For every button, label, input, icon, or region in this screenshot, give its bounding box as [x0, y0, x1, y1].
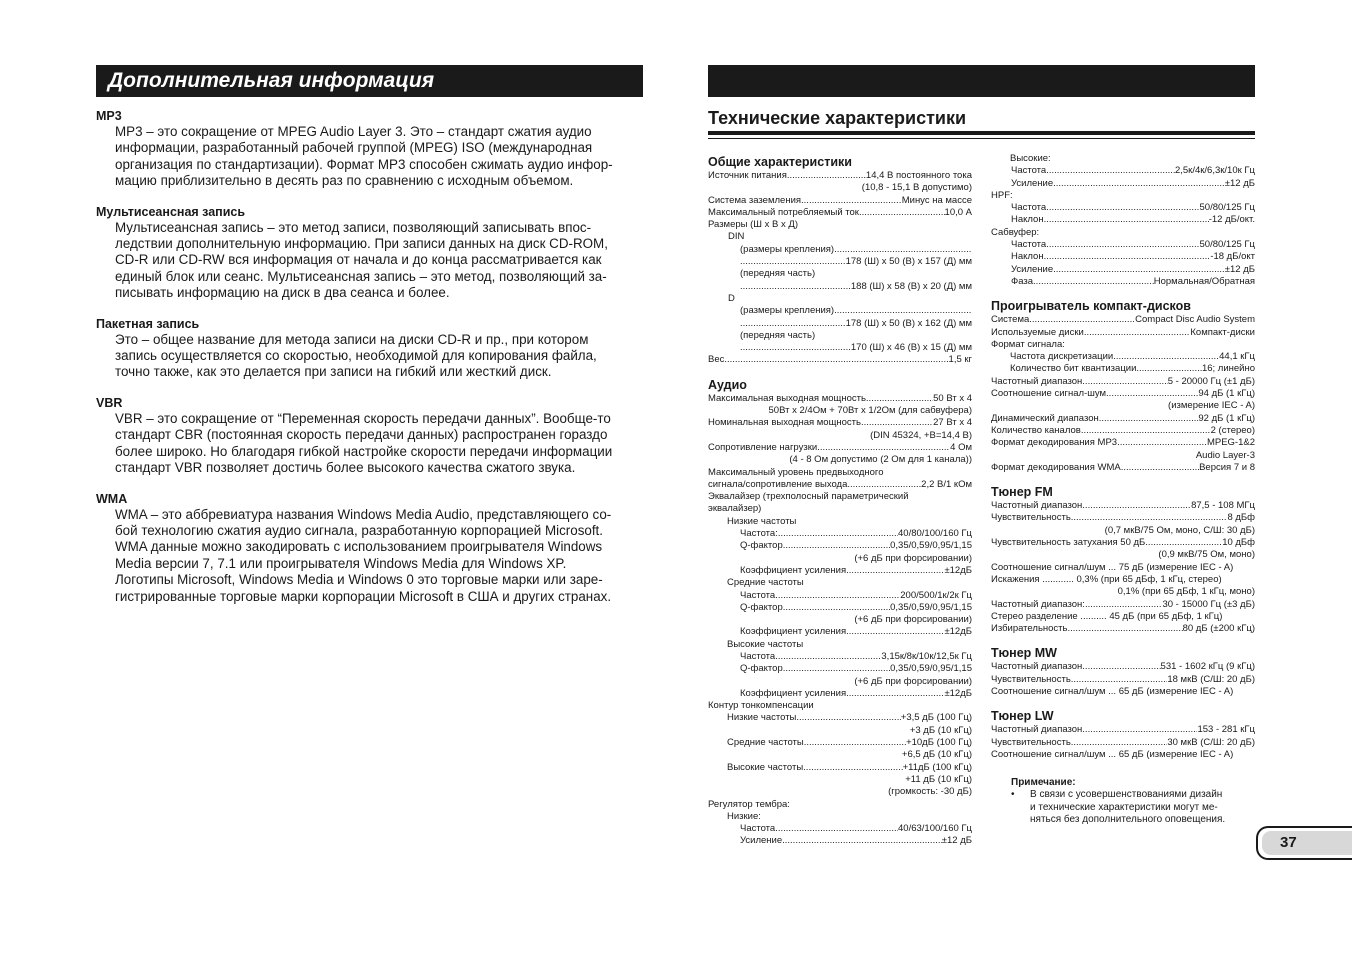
spec-label: Система заземления — [708, 194, 802, 206]
spec-row — [708, 354, 972, 366]
spec-label: Коэффициент усиления — [740, 687, 847, 699]
spec-row — [991, 239, 1255, 251]
spec-value: 10 дБф — [1222, 537, 1255, 549]
spec-row — [991, 363, 1255, 375]
spec-value-continued: (0,9 мкВ/75 Ом, моно) — [1158, 549, 1255, 561]
spec-text: Высокие: — [1010, 153, 1051, 164]
dot-leader — [783, 602, 890, 614]
spec-text: HPF: — [991, 189, 1013, 201]
note-heading: Примечание: — [1011, 777, 1076, 789]
spec-row — [708, 602, 972, 614]
spec-value: ±12 дБ — [1224, 263, 1255, 275]
section-header-bar — [96, 65, 643, 97]
spec-row — [708, 393, 972, 405]
dot-leader — [783, 663, 890, 675]
spec-value-continued: (+6 дБ при форсировании) — [854, 552, 972, 564]
spec-row — [708, 442, 972, 454]
glossary-entry-packet-write — [96, 316, 643, 381]
glossary-entry-vbr — [96, 395, 643, 477]
dot-leader — [1053, 264, 1225, 276]
spec-label: Максимальный потребляемый ток — [708, 206, 859, 218]
dot-leader — [1113, 351, 1219, 363]
spec-value: 2 (стерео) — [1210, 424, 1255, 436]
spec-value: 94 дБ (1 кГц) — [1198, 388, 1255, 400]
spec-value-continued: 0,1% (при 65 дБф, 1 кГц, моно) — [1117, 586, 1255, 598]
dot-leader — [1082, 661, 1160, 673]
spec-row — [991, 276, 1255, 288]
spec-label: Фаза — [1011, 275, 1034, 287]
spec-row — [991, 724, 1255, 736]
spec-label: Частота: — [740, 528, 778, 540]
spec-row — [991, 251, 1255, 263]
spec-text: эквалайзер) — [708, 503, 762, 515]
glossary-term: MP3 — [96, 109, 122, 123]
glossary-term: Пакетная запись — [96, 316, 200, 331]
dot-leader — [803, 762, 902, 774]
spec-text: Низкие: — [727, 810, 761, 822]
spec-value-continued: (измерение IEC - A) — [1168, 400, 1255, 412]
spec-value: 27 Вт х 4 — [933, 417, 972, 429]
spec-label: Частота — [740, 589, 776, 601]
spec-value: 531 - 1602 кГц (9 кГц) — [1160, 661, 1255, 673]
spec-value: 87,5 - 108 МГц — [1191, 500, 1255, 512]
spec-label: Коэффициент усиления — [740, 564, 847, 576]
spec-row — [991, 512, 1255, 524]
dot-leader — [866, 393, 933, 405]
spec-label: Частотный диапазон — [991, 724, 1083, 736]
dot-leader — [1121, 462, 1199, 474]
dot-leader — [1099, 413, 1199, 425]
dot-leader — [1082, 500, 1191, 512]
spec-label: Наклон — [1011, 251, 1044, 263]
spec-value-continued: (громкость: -30 дБ) — [888, 786, 972, 798]
spec-row — [708, 663, 972, 675]
spec-label: Частота — [1011, 239, 1047, 251]
spec-row — [708, 244, 972, 256]
spec-row — [708, 281, 972, 293]
spec-row — [991, 599, 1255, 611]
spec-value-continued: +11 дБ (10 кГц) — [905, 773, 972, 785]
spec-value-continued: +6,5 дБ (10 кГц) — [901, 749, 972, 761]
dot-leader — [1044, 251, 1211, 263]
dot-leader — [834, 244, 972, 256]
spec-label: Максимальная выходная мощность — [708, 392, 866, 404]
page-section-title: Дополнительная информация — [108, 69, 435, 92]
spec-value: 40/63/100/160 Гц — [898, 823, 972, 835]
spec-row — [991, 314, 1255, 326]
spec-text: Формат сигнала: — [991, 338, 1065, 350]
title-underline — [708, 138, 1255, 139]
spec-value: 200/500/1к/2к Гц — [900, 589, 972, 601]
spec-label: Наклон — [1011, 214, 1044, 226]
glossary-entry-wma — [96, 491, 643, 605]
spec-value: 92 дБ (1 кГц) — [1198, 412, 1255, 424]
glossary-definition: VBR – это сокращение от “Переменная скорость передачи данных”. Вообще-то стандарт CBR (постоянная скорость передачи данных) распространен гораздо более широко. Но благодаря гибкой настройке скорости передачи информации стандарт VBR позволяет достичь более высокого качества сжатого звука. — [115, 410, 613, 476]
spec-group-heading: Тюнер MW — [991, 646, 1057, 661]
spec-label: Чувствительность — [991, 512, 1071, 524]
spec-value: 10,0 А — [944, 206, 972, 218]
dot-leader — [834, 305, 972, 317]
spec-label: Сопротивление нагрузки — [708, 441, 818, 453]
spec-text: Сабвуфер: — [991, 226, 1040, 238]
spec-value: 2,5к/4к/6,3к/10к Гц — [1174, 165, 1255, 177]
spec-row — [708, 479, 972, 491]
spec-value: 16; линейно — [1201, 363, 1255, 375]
spec-label: Соотношение сигнал-шум — [991, 388, 1107, 400]
dot-leader — [846, 688, 944, 700]
dot-leader — [796, 712, 900, 724]
spec-label: Чувствительность затухания 50 дБ — [991, 537, 1146, 549]
spec-text: Эквалайзер (трехполосный параметрический — [708, 491, 909, 503]
spec-label: Частотный диапазон — [991, 375, 1083, 387]
dot-leader — [775, 651, 881, 663]
glossary-term: VBR — [96, 395, 123, 410]
spec-label: сигнала/сопротивление выхода — [708, 478, 848, 490]
spec-value: 18 мкВ (С/Ш: 20 дБ) — [1167, 673, 1255, 685]
spec-label: Низкие частоты — [727, 712, 797, 724]
spec-label: Частота — [740, 823, 776, 835]
dot-leader — [1085, 599, 1163, 611]
spec-row — [991, 388, 1255, 400]
spec-column-right — [991, 153, 1255, 827]
spec-row — [991, 737, 1255, 749]
specifications-title-text: Технические характеристики — [708, 108, 967, 128]
specifications-title — [708, 108, 1255, 135]
spec-text: Максимальный уровень предвыходного — [708, 466, 884, 478]
spec-text: Размеры (Ш х В х Д) — [708, 219, 798, 231]
spec-label: Вес — [708, 354, 725, 366]
glossary-definition: Мультисеансная запись – это метод записи, позволяющий записывать впос- ледствии дополнительную информацию. При записи данных на диск CD-ROM, CD-R или CD-RW вся информация от начала и до конца рассматривается как единый блок или сеанс. Мультисеансная запись – это метод, позволяющий за- писывать информацию на диск в два сеанса и более. — [115, 219, 608, 301]
spec-row — [708, 688, 972, 700]
dot-leader — [775, 590, 900, 602]
spec-label: Избирательность — [991, 623, 1068, 635]
dot-leader — [775, 823, 898, 835]
spec-group-heading: Тюнер FM — [991, 485, 1053, 500]
spec-label: Чувствительность — [991, 673, 1071, 685]
spec-label: Количество бит квантизации — [1010, 363, 1137, 375]
spec-value: ±12дБ — [944, 687, 972, 699]
spec-label: Частотный диапазон — [991, 661, 1083, 673]
spec-label: Чувствительность — [991, 736, 1071, 748]
dot-leader — [1082, 376, 1167, 388]
spec-value: 8 дБф — [1227, 512, 1255, 524]
spec-value: -12 дБ/окт. — [1208, 214, 1255, 226]
dot-leader — [1046, 202, 1199, 214]
spec-value: Версия 7 и 8 — [1199, 461, 1255, 473]
spec-text: Соотношение сигнал/шум ... 65 дБ (измерение IEC - A) — [991, 748, 1234, 760]
spec-value: ±12 дБ — [1224, 177, 1255, 189]
spec-label: Усиление — [1011, 263, 1054, 275]
spec-value: Компакт-диски — [1190, 326, 1255, 338]
spec-row — [708, 651, 972, 663]
spec-value: 153 - 281 кГц — [1197, 724, 1255, 736]
spec-value: 30 мкВ (С/Ш: 20 дБ) — [1167, 736, 1255, 748]
spec-label: Усиление — [1011, 177, 1054, 189]
dot-leader — [1081, 425, 1211, 437]
spec-text: Соотношение сигнал/шум ... 65 дБ (измерение IEC - A) — [991, 685, 1234, 697]
glossary-definition: WMA – это аббревиатура названия Windows Media Audio, представляющего со- бой технологию сжатия аудио сигнала, разработанную корпорацией Microsoft. WMA данные можно закодировать с использованием проигрывателя Windows Media версии 7, 7.1 или проигрывателя Windows Media для Windows XP. Логотипы Microsoft, Windows Media и Windows 0 это торговые марки или заре- гистрированные торговые марки корпорации Microsoft в США и других странах. — [115, 506, 612, 604]
spec-value: Нормальная/Обратная — [1153, 275, 1255, 287]
glossary-term: Мультисеансная запись — [96, 204, 246, 219]
dot-leader — [1033, 276, 1154, 288]
dot-leader — [740, 342, 851, 354]
spec-value: 14,4 В постоянного тока — [865, 170, 972, 181]
spec-label: Частота — [1011, 165, 1047, 177]
dot-leader — [724, 354, 948, 366]
spec-row — [991, 214, 1255, 226]
dot-leader — [801, 195, 902, 207]
spec-value: 3,15к/8к/10к/12,5к Гц — [881, 650, 972, 662]
spec-label: Используемые диски — [991, 326, 1084, 338]
spec-text: Регулятор тембра: — [708, 798, 790, 810]
spec-row — [708, 256, 972, 268]
spec-label: Формат декодирования WMA — [991, 461, 1121, 473]
dot-leader — [1117, 437, 1207, 449]
spec-value: ±12дБ — [944, 564, 972, 576]
spec-value: ±12дБ — [944, 626, 972, 638]
dot-leader — [846, 565, 944, 577]
spec-group-heading: Проигрыватель компакт-дисков — [991, 299, 1191, 314]
spec-row — [708, 318, 972, 330]
spec-row — [708, 305, 972, 317]
spec-row — [991, 661, 1255, 673]
spec-group-heading: Аудио — [708, 377, 747, 392]
spec-value: +11дБ (100 кГц) — [902, 761, 972, 773]
spec-label: (размеры крепления) — [740, 243, 835, 255]
spec-value: 44,1 кГц — [1219, 351, 1255, 363]
spec-text: Средние частоты — [727, 577, 804, 589]
spec-row — [991, 537, 1255, 549]
glossary-definition: MP3 – это сокращение от MPEG Audio Layer 3. Это – стандарт сжатия аудио информации, разработанный рабочей группой (MPEG) ISO (международная организация по стандартизации). Формат MP3 способен сжимать аудио инфор- мацию приблизительно в десять раз по сравнению с исходным объемом. — [115, 124, 613, 189]
spec-text: Контур тонкомпенсации — [708, 700, 814, 712]
spec-value: +10дБ (100 Гц) — [906, 737, 972, 749]
dot-leader — [778, 528, 898, 540]
spec-value-continued: (DIN 45324, +B=14,4 В) — [870, 429, 972, 441]
glossary-entry-multisession — [96, 204, 643, 302]
spec-label: Частота дискретизации — [1010, 351, 1114, 363]
dot-leader — [1053, 178, 1225, 190]
spec-value: Минус на массе — [901, 194, 972, 206]
spec-value-continued: (10,8 - 15,1 В допустимо) — [861, 182, 972, 194]
dot-leader — [859, 207, 945, 219]
spec-row — [708, 762, 972, 774]
glossary-entry-mp3 — [96, 108, 643, 190]
dot-leader — [1046, 239, 1199, 251]
spec-row — [708, 207, 972, 219]
spec-text: (передняя часть) — [740, 329, 816, 341]
spec-value-continued: Audio Layer-3 — [1195, 449, 1255, 461]
spec-row — [991, 202, 1255, 214]
dot-leader — [740, 281, 851, 293]
spec-label: Высокие частоты — [727, 761, 804, 773]
dot-leader — [782, 835, 942, 847]
spec-row — [991, 462, 1255, 474]
note-text: В связи с усовершенствованиями дизайн и технические характеристики могут ме- няться без дополнительного оповещения. — [1030, 789, 1226, 826]
spec-row — [991, 500, 1255, 512]
dot-leader — [740, 318, 846, 330]
spec-row — [708, 540, 972, 552]
spec-label: Средние частоты — [727, 737, 804, 749]
dot-leader — [1106, 388, 1198, 400]
spec-value: 0,35/0,59/0,95/1,15 — [890, 601, 972, 613]
spec-row — [991, 413, 1255, 425]
spec-value: 30 - 15000 Гц (±3 дБ) — [1162, 598, 1255, 610]
glossary-definition: Это – общее название для метода записи на диски CD-R и пр., при котором запись осуществляется со скоростью, необходимой для копирования файла, точно также, как это делается при записи на гибкий или жесткий диск. — [115, 331, 597, 380]
dot-leader — [1046, 165, 1175, 177]
spec-row — [708, 712, 972, 724]
bullet-icon: • — [1011, 789, 1015, 801]
spec-label: Частотный диапазон: — [991, 598, 1085, 610]
spec-text: D — [728, 292, 735, 304]
spec-row — [991, 437, 1255, 449]
spec-row — [708, 417, 972, 429]
dot-leader — [787, 170, 866, 182]
dot-leader — [1082, 724, 1197, 736]
spec-label: Q-фактор — [740, 540, 783, 552]
spec-row — [708, 528, 972, 540]
spec-value-continued: 50Вт х 2/4Ом + 70Вт х 1/2Ом (для сабвуфера) — [768, 405, 972, 417]
spec-row — [708, 195, 972, 207]
page-number: 37 — [1262, 831, 1352, 855]
spec-value: +3,5 дБ (100 Гц) — [900, 712, 972, 724]
spec-value-continued: +3 дБ (10 кГц) — [909, 724, 972, 736]
spec-row — [708, 170, 972, 182]
dot-leader — [1084, 327, 1191, 339]
spec-value: Compact Disc Audio System — [1135, 314, 1255, 326]
spec-label: Коэффициент усиления — [740, 626, 847, 638]
spec-label: Усиление — [740, 835, 783, 847]
spec-label: Q-фактор — [740, 601, 783, 613]
spec-row — [991, 376, 1255, 388]
dot-leader — [861, 417, 933, 429]
spec-value-continued: (4 - 8 Ом допустимо (2 Ом для 1 канала)) — [789, 454, 972, 466]
spec-row — [991, 178, 1255, 190]
spec-label: Источник питания — [708, 170, 787, 181]
spec-row — [991, 264, 1255, 276]
spec-label: Q-фактор — [740, 663, 783, 675]
spec-label: (размеры крепления) — [740, 305, 835, 317]
spec-column-left — [708, 154, 972, 848]
dot-leader — [783, 540, 890, 552]
spec-value: 5 - 20000 Гц (±1 дБ) — [1167, 375, 1255, 387]
spec-row — [991, 165, 1255, 177]
spec-value: 0,35/0,59/0,95/1,15 — [890, 663, 972, 675]
spec-text: DIN — [728, 231, 745, 243]
dot-leader — [1071, 674, 1168, 686]
spec-row — [991, 351, 1255, 363]
dot-leader — [846, 626, 944, 638]
spec-text: Высокие частоты — [727, 638, 804, 650]
spec-row — [991, 623, 1255, 635]
spec-group-heading: Общие характеристики — [708, 155, 852, 169]
dot-leader — [1071, 737, 1168, 749]
spec-label: Частотный диапазон — [991, 500, 1083, 512]
note-item — [991, 789, 1255, 827]
spec-label: Система — [991, 314, 1030, 326]
glossary-term: WMA — [96, 491, 128, 506]
spec-value: -18 дБ/окт — [1210, 251, 1255, 263]
dot-leader — [804, 737, 906, 749]
spec-value: 4 Ом — [950, 441, 972, 453]
spec-row — [991, 425, 1255, 437]
spec-text: Искажения ............ 0,3% (при 65 дБф, 1 кГц, стерео) — [991, 573, 1222, 585]
spec-row — [708, 626, 972, 638]
spec-label: Частота — [1011, 202, 1047, 214]
spec-row — [708, 342, 972, 354]
spec-value: 170 (Ш) х 46 (В) х 15 (Д) мм — [850, 342, 972, 354]
dot-leader — [1145, 537, 1222, 549]
spec-value: ±12 дБ — [941, 835, 972, 847]
dot-leader — [1029, 314, 1135, 326]
spec-row — [991, 674, 1255, 686]
spec-value: MPEG-1&2 — [1206, 437, 1255, 449]
dot-leader — [1136, 363, 1202, 375]
spec-row — [708, 590, 972, 602]
spec-value: 40/80/100/160 Гц — [898, 528, 972, 540]
spec-value: 2,2 В/1 кОм — [921, 478, 972, 490]
spec-row — [708, 737, 972, 749]
spec-label: Номинальная выходная мощность — [708, 417, 861, 429]
spec-value: 80 дБ (±200 кГц) — [1182, 623, 1255, 635]
spec-row — [708, 823, 972, 835]
section-header-bar-right — [708, 65, 1255, 97]
spec-list-right — [991, 153, 1255, 761]
glossary-column — [96, 108, 643, 619]
spec-value: 178 (Ш) х 50 (В) х 157 (Д) мм — [845, 256, 972, 268]
dot-leader — [740, 256, 846, 268]
spec-value-continued: (+6 дБ при форсировании) — [854, 675, 972, 687]
spec-row — [708, 835, 972, 847]
spec-value: 1,5 кг — [948, 354, 972, 366]
spec-value: 50 Вт х 4 — [933, 392, 972, 404]
spec-value-continued: (0,7 мкВ/75 Ом, моно, С/Ш: 30 дБ) — [1104, 524, 1255, 536]
spec-row — [708, 565, 972, 577]
spec-value: 188 (Ш) х 58 (В) х 20 (Д) мм — [850, 280, 972, 292]
spec-label: Частота — [740, 650, 776, 662]
spec-value-continued: (+6 дБ при форсировании) — [854, 614, 972, 626]
spec-group-heading: Тюнер LW — [991, 709, 1054, 724]
dot-leader — [847, 479, 921, 491]
dot-leader — [1071, 512, 1228, 524]
spec-text: Низкие частоты — [727, 515, 797, 527]
spec-text: (передняя часть) — [740, 268, 816, 280]
spec-value: 0,35/0,59/0,95/1,15 — [890, 540, 972, 552]
spec-label: Динамический диапазон — [991, 412, 1099, 424]
spec-value: 178 (Ш) х 50 (В) х 162 (Д) мм — [845, 317, 972, 329]
spec-text: Стерео разделение .......... 45 дБ (при 65 дБф, 1 кГц) — [991, 610, 1223, 622]
spec-value: 50/80/125 Гц — [1199, 239, 1255, 251]
dot-leader — [1067, 623, 1182, 635]
dot-leader — [1044, 214, 1209, 226]
page-number-tab — [1256, 826, 1352, 860]
spec-value: 50/80/125 Гц — [1199, 202, 1255, 214]
spec-row — [991, 327, 1255, 339]
spec-label: Количество каналов — [991, 424, 1081, 436]
dot-leader — [817, 442, 950, 454]
spec-label: Формат декодирования MP3 — [991, 437, 1118, 449]
spec-text: Соотношение сигнал/шум ... 75 дБ (измерение IEC - A) — [991, 561, 1234, 573]
